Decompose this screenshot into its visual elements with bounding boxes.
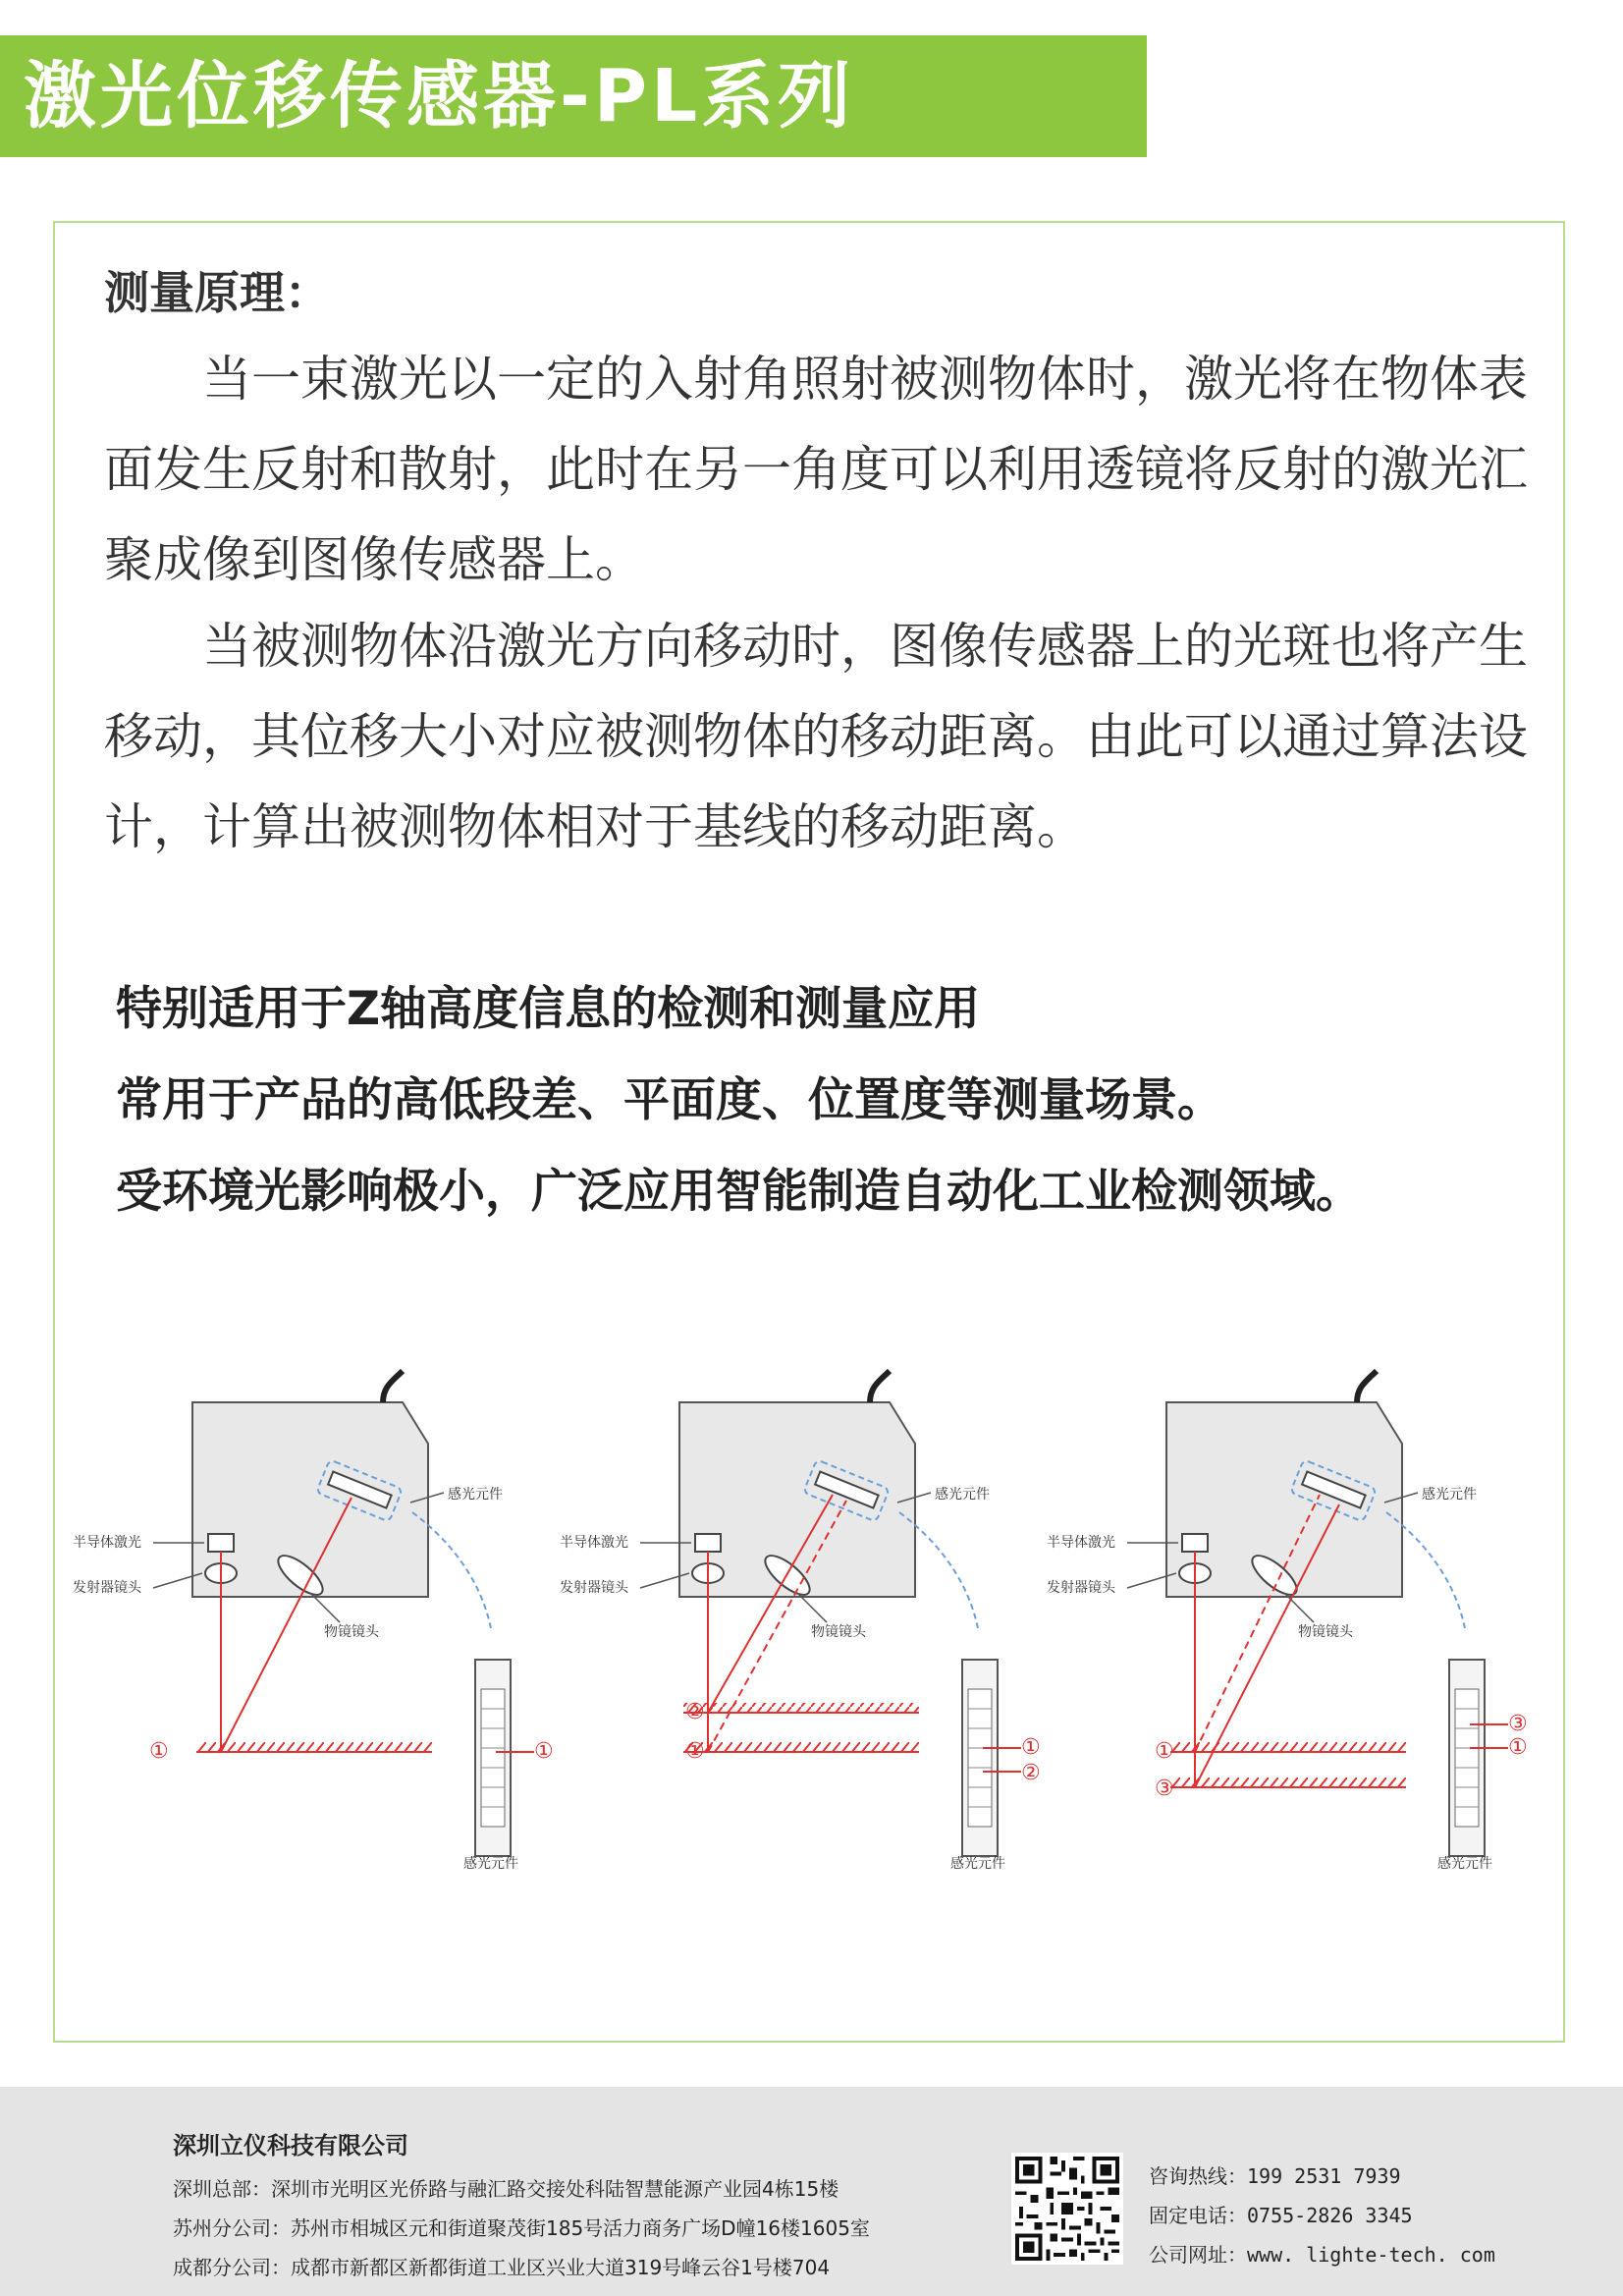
diagram-panel-1 <box>73 1371 554 1872</box>
title-banner <box>0 35 1147 157</box>
emitter-lens-label: 发射器镜头 <box>560 1580 628 1596</box>
principle-paragraph-1: 当一束激光以一定的入射角照射被测物体时，激光将在物体表面发生反射和散射，此时在另一角度可以利用透镜将反射的激光汇聚成像到图像传感器上。 <box>104 351 1528 588</box>
mark-one-left: ① <box>1155 1739 1174 1764</box>
mark-one-right: ① <box>1021 1735 1041 1760</box>
sensor-strip-cells <box>1455 1689 1479 1827</box>
objective-lens-label: 物镜镜头 <box>324 1624 379 1640</box>
mark-one-left: ① <box>149 1739 169 1764</box>
mark-one-right: ① <box>534 1739 554 1764</box>
baseline-hatch <box>1170 1742 1406 1752</box>
laser-diode <box>695 1534 721 1552</box>
principle-heading: 测量原理： <box>104 266 330 319</box>
laser-label: 半导体激光 <box>560 1535 628 1551</box>
highlight-3: 受环境光影响极小，广泛应用智能制造自动化工业检测领域。 <box>116 1165 1362 1219</box>
phone-label: 固定电话： <box>1149 2204 1247 2227</box>
phone-value[interactable]: 0755-2826 3345 <box>1247 2204 1413 2227</box>
contact-phone <box>1149 2200 1413 2228</box>
sensor-element-label: 感光元件 <box>1422 1487 1477 1503</box>
diagram-panel-3 <box>1047 1371 1528 1872</box>
surface-3-hatch <box>1170 1777 1406 1787</box>
measurement-principle-diagram <box>59 1365 1561 1895</box>
laser-label: 半导体激光 <box>73 1535 141 1551</box>
mark-two-right: ② <box>1021 1761 1041 1785</box>
address-chengdu: 成都分公司：成都市新都区新都街道工业区兴业大道319号峰云谷1号楼704 <box>173 2256 831 2279</box>
contact-hotline <box>1149 2160 1401 2189</box>
sensor-strip-cells <box>968 1689 992 1827</box>
emitter-lens-label: 发射器镜头 <box>1047 1580 1115 1596</box>
page-title: 激光位移传感器-PL系列 <box>24 54 855 138</box>
sensor-element-label: 感光元件 <box>935 1487 990 1503</box>
mark-three-left: ③ <box>1155 1777 1174 1801</box>
strip-label: 感光元件 <box>950 1856 1005 1872</box>
diagram-panel-2 <box>560 1371 1041 1872</box>
strip-label: 感光元件 <box>463 1856 518 1872</box>
website-label: 公司网址： <box>1149 2243 1247 2267</box>
laser-diode <box>1182 1534 1208 1552</box>
mark-three-right: ③ <box>1508 1712 1528 1736</box>
strip-label: 感光元件 <box>1437 1856 1492 1872</box>
principle-paragraph-2: 当被测物体沿激光方向移动时，图像传感器上的光斑也将产生移动，其位移大小对应被测物体的移动距离。由此可以通过算法设计，计算出被测物体相对于基线的移动距离。 <box>104 618 1528 855</box>
laser-label: 半导体激光 <box>1047 1535 1115 1551</box>
sensor-element-label: 感光元件 <box>448 1487 503 1503</box>
qr-code-icon <box>1011 2153 1123 2265</box>
highlight-2: 常用于产品的高低段差、平面度、位置度等测量场景。 <box>116 1073 1223 1127</box>
website-link[interactable]: www. lighte-tech. com <box>1247 2243 1495 2267</box>
objective-lens-label: 物镜镜头 <box>811 1624 866 1640</box>
address-suzhou: 苏州分公司：苏州市相城区元和街道聚茂街185号活力商务广场D幢16楼1605室 <box>173 2216 870 2240</box>
baseline-hatch <box>683 1742 919 1752</box>
highlight-1: 特别适用于Z轴高度信息的检测和测量应用 <box>116 982 981 1036</box>
emitter-lens-label: 发射器镜头 <box>73 1580 141 1596</box>
objective-lens-label: 物镜镜头 <box>1298 1624 1353 1640</box>
contact-website <box>1149 2239 1495 2268</box>
hotline-label: 咨询热线： <box>1149 2164 1247 2188</box>
surface-2-hatch <box>683 1703 919 1713</box>
hotline-value[interactable]: 199 2531 7939 <box>1247 2164 1401 2188</box>
laser-diode <box>208 1534 234 1552</box>
sensor-strip-cells <box>481 1689 505 1827</box>
cable <box>870 1371 890 1402</box>
mark-one-left: ① <box>685 1739 705 1764</box>
baseline-hatch <box>196 1742 432 1752</box>
mark-two-left: ② <box>685 1700 705 1724</box>
address-shenzhen: 深圳总部：深圳市光明区光侨路与融汇路交接处科陆智慧能源产业园4栋15楼 <box>173 2177 839 2201</box>
cable <box>383 1371 403 1402</box>
mark-one-right: ① <box>1508 1735 1528 1760</box>
cable <box>1357 1371 1377 1402</box>
company-name: 深圳立仪科技有限公司 <box>173 2132 408 2159</box>
